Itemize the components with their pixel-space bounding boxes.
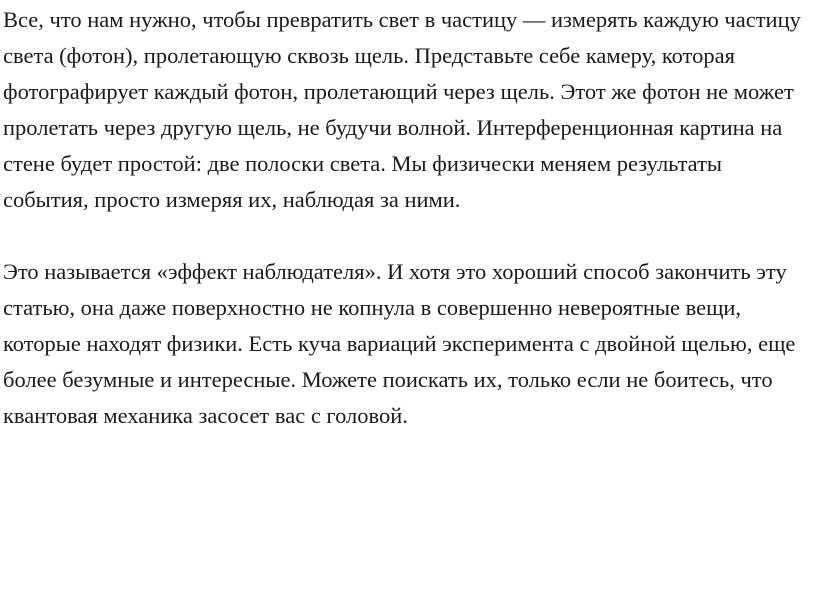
paragraph-spacer bbox=[3, 218, 812, 254]
paragraph-observer-effect: Это называется «эффект наблюдателя». И хотя это хороший способ закончить эту статью, она даже поверхностно не копнула в совершенно невероятные вещи, которые находят физики. Есть куча вариаций эксперимента с двойной щелью, еще более безумные и интересные. Можете поискать их, только если не боитесь, что квантовая механика засосет вас с головой. bbox=[3, 259, 796, 428]
paragraph-photon-measurement: Все, что нам нужно, чтобы превратить свет в частицу — измерять каждую частицу света (фотон), пролетающую сквозь щель. Представьте себе камеру, которая фотографирует каждый фотон, пролетающий через щель. Этот же фотон не может пролетать через другую щель, не будучи волной. Интерференционная картина на стене будет простой: две полоски света. Мы физически меняем результаты события, просто измеряя их, наблюдая за ними. bbox=[3, 7, 801, 212]
